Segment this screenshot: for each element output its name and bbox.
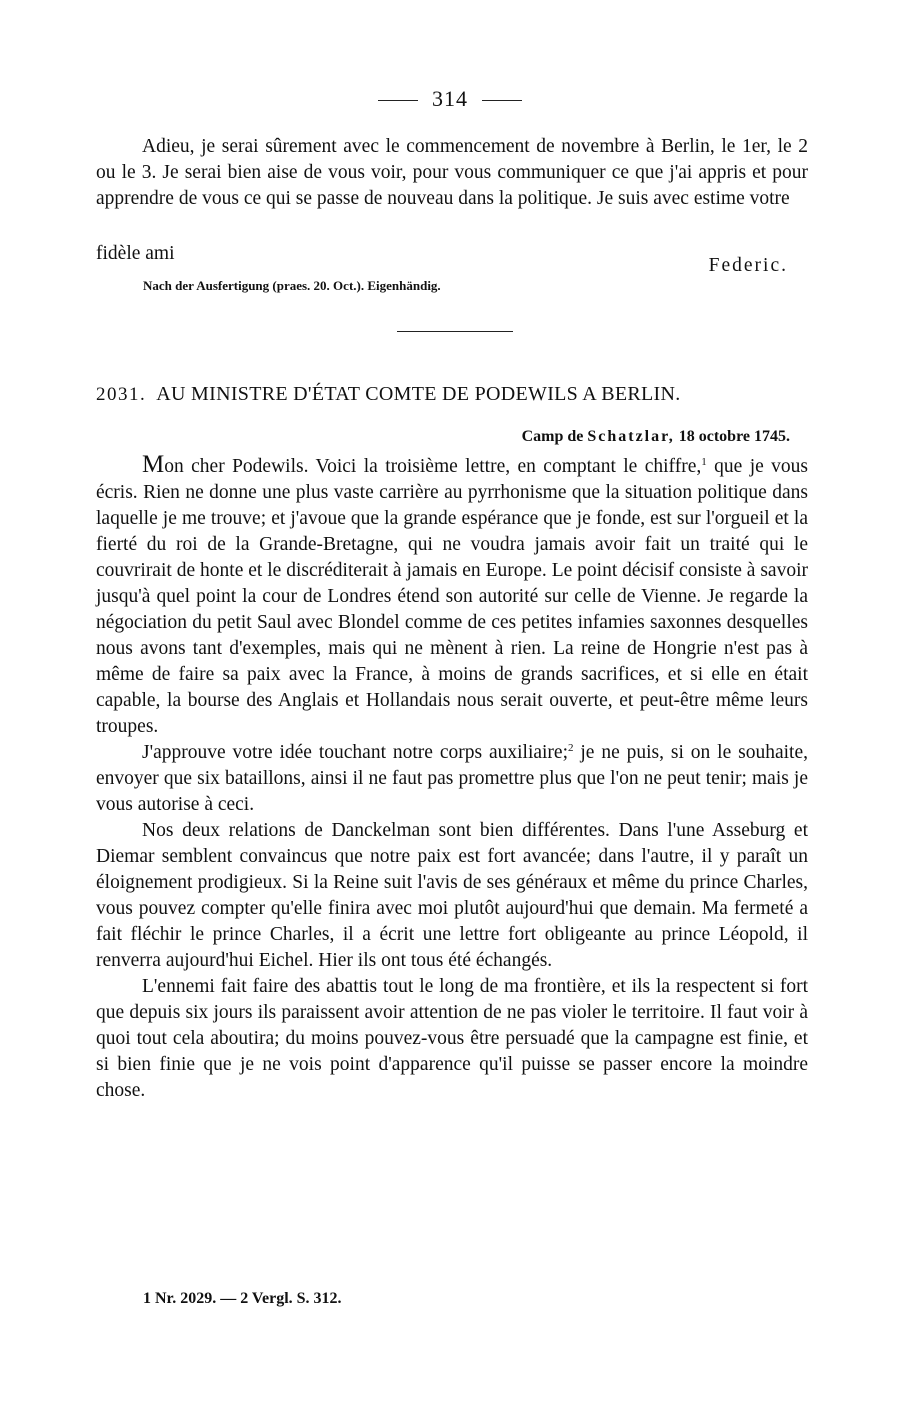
header-dash-right xyxy=(482,100,522,101)
paragraph-1-text-a: on cher Podewils. Voici la troisième lettre, en comptant le chiffre, xyxy=(164,456,702,477)
closing-line xyxy=(96,243,808,276)
page-number: 314 xyxy=(432,86,468,111)
footnote-ref-2: 2 xyxy=(568,742,574,754)
header-dash-left xyxy=(378,100,418,101)
page-header xyxy=(0,86,900,112)
paragraph-2-text-a: J'approuve votre idée touchant notre corps auxiliaire; xyxy=(142,742,568,763)
footnote-ref-1: 1 xyxy=(701,456,707,468)
letter-paragraph-1 xyxy=(96,452,808,740)
letter-title: AU MINISTRE D'ÉTAT COMTE DE PODEWILS A BERLIN. xyxy=(156,383,681,405)
letter-paragraph-2 xyxy=(96,740,808,818)
previous-letter-end xyxy=(96,134,808,212)
dateline-prefix: Camp de xyxy=(521,428,584,445)
dateline xyxy=(522,428,790,446)
section-divider xyxy=(397,331,513,332)
paragraph-2-text-b: je ne puis, si on le souhaite, envoyer que six bataillons, ainsi il ne faut pas promettre plus que l'on ne peut tenir; mais je vous autorise à ceci. xyxy=(96,742,808,815)
signature: Federic. xyxy=(708,255,788,276)
paragraph-1-text-b: que je vous écris. Rien ne donne une plus vaste carrière au pyrrhonisme que la situation politique dans laquelle je me trouve; et j'avoue que la grande espérance que je fonde, est sur l'orgueil et la fierté du roi de la Grande-Bretagne, qui ne voudra jamais avoir fait un traité qui le couvrirait de honte et le discréditerait à jamais en Europe. Le point décisif consiste à savoir jusqu'à quel point la cour de Londres étend son autorité sur celle de Vienne. Je regarde la négociation du petit Saul avec Blondel comme de ces petites infamies saxonnes desquelles nous avons tant d'exemples, mais qui ne mènent à rien. La reine de Hongrie n'est pas à même de faire sa paix avec la France, à moins de grands sacrifices, et si elle en était capable, la bourse des Anglais et Hollandais nous serait ouverte, et peut-être même leurs troupes. xyxy=(96,456,809,737)
closing-text: fidèle ami xyxy=(96,243,175,264)
letter-body xyxy=(96,452,808,1104)
letter-paragraph-4: L'ennemi fait faire des abattis tout le long de ma frontière, et ils la respectent si fort que depuis six jours ils paraissent avoir attention de ne pas violer le territoire. Il faut voir à quoi tout cela aboutira; du moins pouvez-vous être persuadé que la campagne est finie, et si bien finie que je ne vois point d'apparence qu'il puisse se passer encore la moindre chose. xyxy=(96,976,808,1101)
previous-letter-paragraph: Adieu, je serai sûrement avec le commencement de novembre à Berlin, le 1er, le 2 ou le 3. Je serai bien aise de vous voir, pour vous communiquer ce que j'ai appris et pour apprendre de vous ce qui se passe de nouveau dans la politique. Je suis avec estime votre xyxy=(96,136,808,209)
dateline-place: Schatzlar, xyxy=(587,428,675,445)
initial-letter: M xyxy=(142,451,165,478)
letter-number: 2031. xyxy=(96,384,147,405)
letter-paragraph-3: Nos deux relations de Danckelman sont bien différentes. Dans l'une Asseburg et Diemar semblent convaincus que notre paix est fort avancée; dans l'autre, il y paraît un éloignement prodigieux. Si la Reine suit l'avis de ses généraux et même du prince Charles, vous pouvez compter qu'elle finira avec moi plutôt aujourd'hui que demain. Ma fermeté a fait fléchir le prince Charles, il a écrit une lettre fort obligeante au prince Léopold, il renverra aujourd'hui Eichel. Hier ils ont tous été échangés. xyxy=(96,820,808,971)
dateline-date: 18 octobre 1745. xyxy=(678,428,790,445)
footnotes: 1 Nr. 2029. — 2 Vergl. S. 312. xyxy=(143,1290,342,1307)
letter-heading xyxy=(96,383,808,406)
source-note: Nach der Ausfertigung (praes. 20. Oct.). Eigenhändig. xyxy=(143,278,441,293)
